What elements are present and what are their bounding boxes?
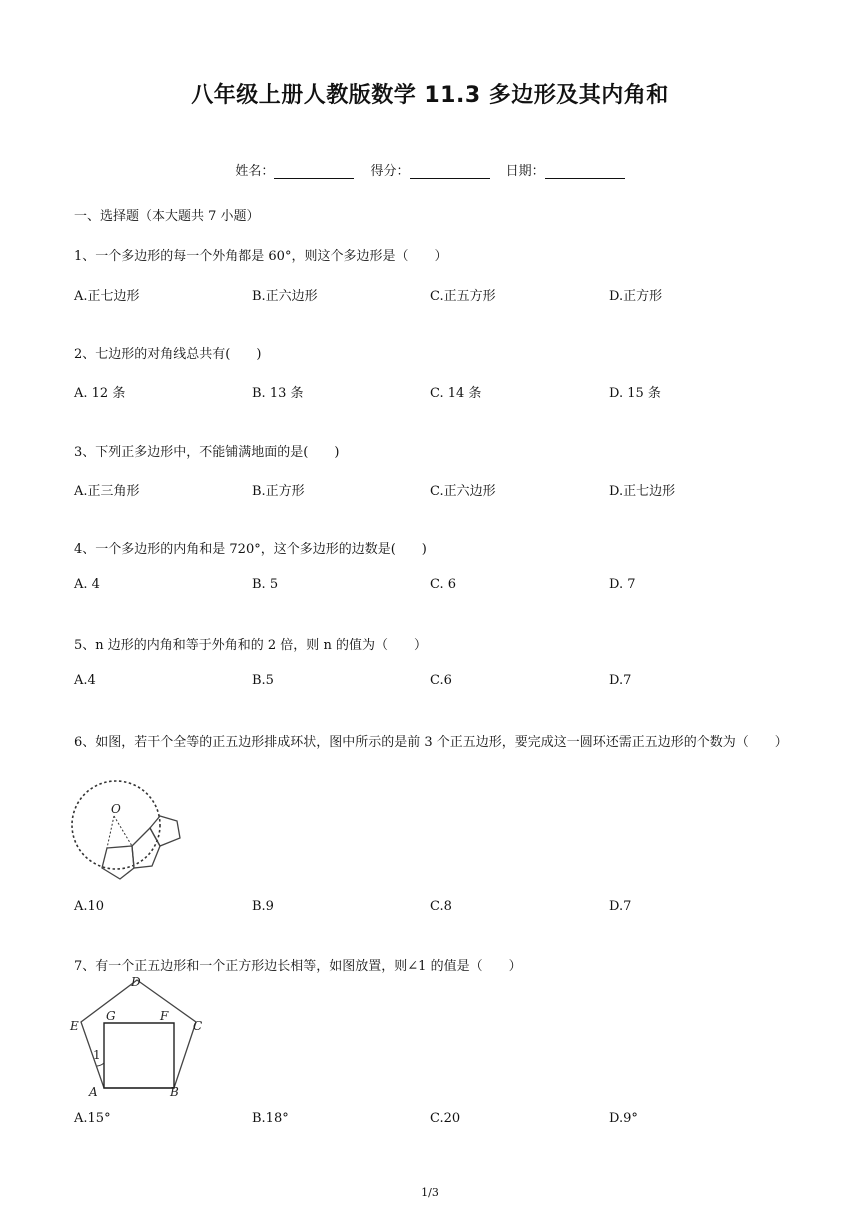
option-d: D.9° — [609, 1111, 638, 1126]
option-b: B.正六边形 — [252, 289, 318, 304]
page-title: 八年级上册人教版数学 11.3 多边形及其内角和 — [191, 83, 669, 108]
option-a: A. 12 条 — [74, 386, 126, 401]
pentagon-3 — [150, 816, 180, 846]
date-field — [506, 160, 625, 179]
student-info-row — [0, 160, 860, 179]
dashed-radius-1 — [107, 816, 114, 848]
option-b: B. 13 条 — [252, 386, 304, 401]
name-blank — [274, 164, 354, 179]
question-4-options — [74, 577, 786, 595]
vertex-label-b: B — [170, 1085, 179, 1099]
date-label: 日期： — [505, 164, 545, 179]
question-3-text: 3、下列正多边形中，不能铺满地面的是( ) — [74, 445, 340, 460]
option-a: A. 4 — [74, 577, 100, 592]
vertex-label-g: G — [106, 1009, 116, 1023]
question-5-text: 5、n 边形的内角和等于外角和的 2 倍，则 n 的值为（ ） — [74, 638, 427, 653]
vertex-label-c: C — [193, 1019, 203, 1033]
score-blank — [410, 164, 490, 179]
option-a: A.10 — [74, 899, 105, 914]
option-d: D.7 — [609, 673, 632, 688]
option-c: C.6 — [430, 673, 452, 688]
question-6-options — [74, 899, 786, 917]
option-b: B.18° — [252, 1111, 289, 1126]
option-d: D.正方形 — [609, 289, 663, 304]
option-a: A.正三角形 — [74, 484, 140, 499]
option-d: D.7 — [609, 899, 632, 914]
angle-1-arc — [97, 1063, 104, 1066]
name-field — [235, 160, 354, 179]
option-d: D. 15 条 — [609, 386, 661, 401]
option-c: C.正六边形 — [430, 484, 496, 499]
question-3-options — [74, 480, 786, 498]
pentagon-1 — [102, 846, 134, 879]
option-d: D. 7 — [609, 577, 636, 592]
section-heading: 一、选择题（本大题共 7 小题） — [74, 209, 260, 224]
option-b: B.正方形 — [252, 484, 305, 499]
regular-pentagon — [81, 980, 196, 1088]
vertex-label-d: D — [131, 975, 141, 989]
option-b: B.9 — [252, 899, 274, 914]
option-b: B. 5 — [252, 577, 279, 592]
vertex-label-e: E — [70, 1019, 79, 1033]
option-a: A.15° — [74, 1111, 111, 1126]
pentagon-ring-figure — [70, 772, 192, 884]
pentagon-2 — [132, 828, 160, 868]
question-7-text: 7、有一个正五边形和一个正方形边长相等，如图放置，则∠1 的值是（ ） — [74, 959, 522, 974]
question-6-text: 6、如图，若干个全等的正五边形排成环状，图中所示的是前 3 个正五边形，要完成这一圆环还需正五边形的个数为（ ） — [74, 735, 788, 750]
square — [104, 1023, 174, 1088]
option-c: C.8 — [430, 899, 452, 914]
center-label-o: O — [111, 802, 121, 816]
option-a: A.正七边形 — [74, 289, 140, 304]
pentagon-square-figure — [66, 972, 216, 1100]
option-c: C.正五方形 — [430, 289, 496, 304]
option-c: C. 14 条 — [430, 386, 482, 401]
question-2-text: 2、七边形的对角线总共有( ) — [74, 347, 262, 362]
vertex-label-a: A — [89, 1085, 98, 1099]
option-d: D.正七边形 — [609, 484, 676, 499]
question-7-options — [74, 1111, 786, 1129]
angle-1-label: 1 — [93, 1048, 101, 1062]
question-2-options — [74, 382, 786, 400]
page-number: 1/3 — [421, 1186, 439, 1199]
score-label: 得分： — [370, 164, 410, 179]
question-5-options — [74, 673, 786, 691]
option-c: C.20 — [430, 1111, 461, 1126]
date-blank — [545, 164, 625, 179]
option-b: B.5 — [252, 673, 274, 688]
question-1-text: 1、一个多边形的每一个外角都是 60°，则这个多边形是（ ） — [74, 249, 448, 264]
vertex-label-f: F — [160, 1009, 169, 1023]
score-field — [370, 160, 489, 179]
option-c: C. 6 — [430, 577, 457, 592]
question-1-options — [74, 285, 786, 303]
name-label: 姓名： — [235, 164, 275, 179]
question-4-text: 4、一个多边形的内角和是 720°，这个多边形的边数是( ) — [74, 542, 427, 557]
dashed-radius-2 — [114, 816, 132, 846]
dashed-circle — [72, 781, 160, 869]
option-a: A.4 — [74, 673, 96, 688]
